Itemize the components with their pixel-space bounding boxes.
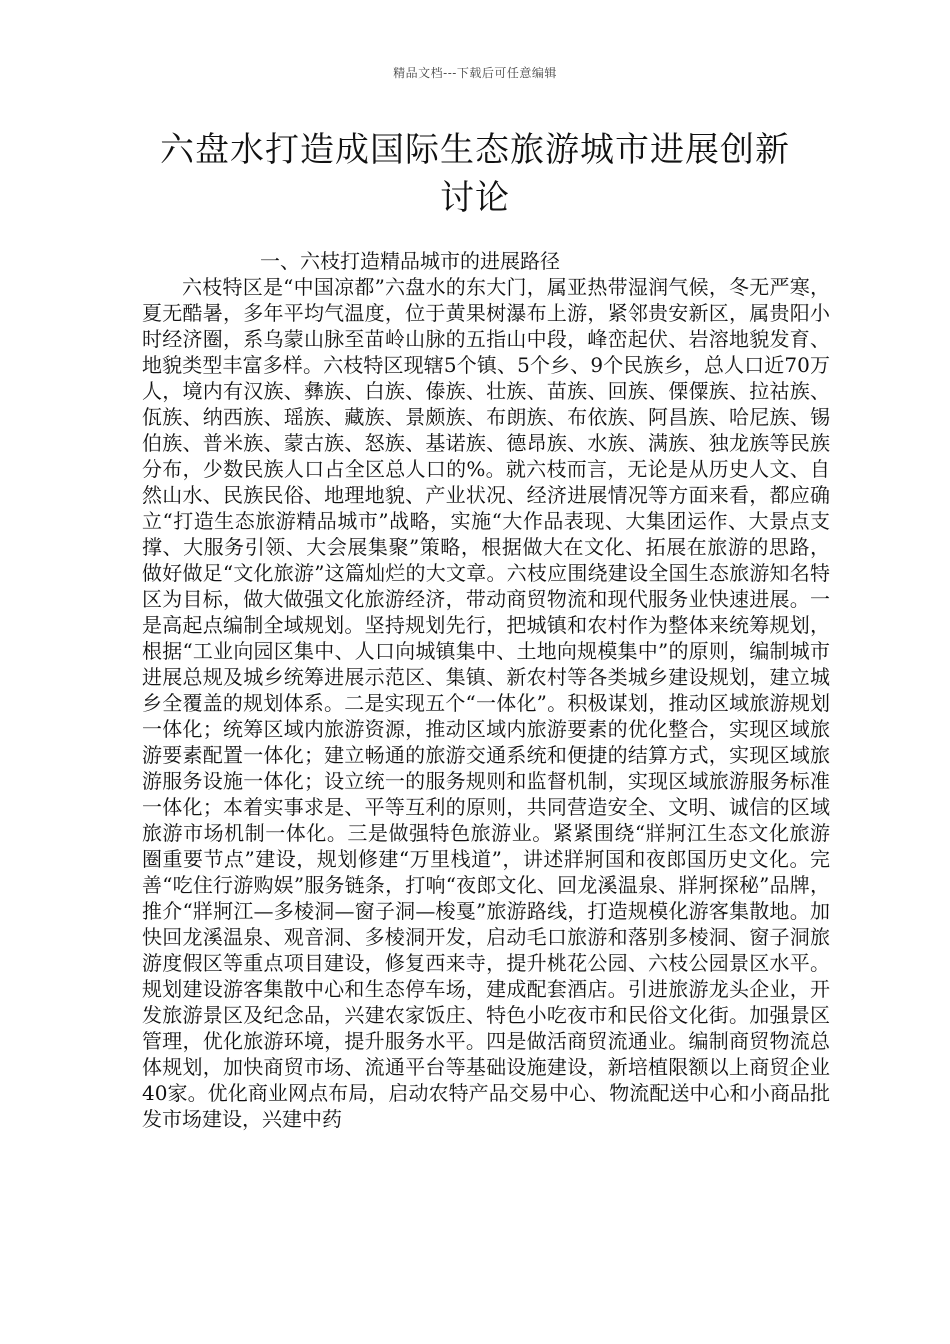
- header-note: 精品文档---下载后可任意编辑: [393, 66, 557, 80]
- body-paragraph: 六枝特区是“中国凉都”六盘水的东大门，属亚热带湿润气候，冬无严寒，夏无酷暑，多年平均气温度，位于黄果树瀑布上游，紧邻贵安新区，属贵阳小时经济圈，系乌蒙山脉至苗岭山脉的五指山中段，峰峦起伏、岩溶地貌发育、地貌类型丰富多样。六枝特区现辖5个镇、5个乡、9个民族乡，总人口近70万人，境内有汉族、彝族、白族、傣族、壮族、苗族、回族、傈僳族、拉祜族、佤族、纳西族、瑶族、藏族、景颇族、布朗族、布依族、阿昌族、哈尼族、锡伯族、普米族、蒙古族、怒族、基诺族、德昂族、水族、满族、独龙族等民族分布，少数民族人口占全区总人口的%。就六枝而言，无论是从历史人文、自然山水、民族民俗、地理地貌、产业状况、经济进展情况等方面来看，都应确立“打造生态旅游精品城市”战略，实施“大作品表现、大集团运作、大景点支撑、大服务引领、大会展集聚”策略，根据做大在文化、拓展在旅游的思路，做好做足“文化旅游”这篇灿烂的大文章。六枝应围绕建设全国生态旅游知名特区为目标，做大做强文化旅游经济，带动商贸物流和现代服务业快速进展。一是高起点编制全域规划。坚持规划先行，把城镇和农村作为整体来统筹规划，根据“工业向园区集中、人口向城镇集中、土地向规模集中”的原则，编制城市进展总规及城乡统筹进展示范区、集镇、新农村等各类城乡建设规划，建立城乡全覆盖的规划体系。二是实现五个“一体化”。积极谋划，推动区域旅游规划一体化；统筹区域内旅游资源，推动区域内旅游要素的优化整合，实现区域旅游要素配置一体化；建立畅通的旅游交通系统和便捷的结算方式，实现区域旅游服务设施一体化；设立统一的服务规则和监督机制，实现区域旅游服务标准一体化；本着实事求是、平等互利的原则，共同营造安全、文明、诚信的区域旅游市场机制一体化。三是做强特色旅游业。紧紧围绕“牂牁江生态文化旅游圈重要节点”建设，规划修建“万里栈道”，讲述牂牁国和夜郎国历史文化。完善“吃住行游购娱”服务链条，打响“夜郎文化、回龙溪温泉、牂牁探秘”品牌，推介“牂牁江—多棱洞—窗子洞—梭戛”旅游路线，打造规模化游客集散地。加快回龙溪温泉、观音洞、多棱洞开发，启动毛口旅游和落别多棱洞、窗子洞旅游度假区等重点项目建设，修复西来寺，提升桃花公园、六枝公园景区水平。规划建设游客集散中心和生态停车场，建成配套酒店。引进旅游龙头企业，开发旅游景区及纪念品，兴建农家饭庄、特色小吃夜市和民俗文化街。加强景区管理，优化旅游环境，提升服务水平。四是做活商贸流通业。编制商贸物流总体规划，加快商贸市场、流通平台等基础设施建设，新培植限额以上商贸企业40家。优化商业网点布局，启动农特产品交易中心、物流配送中心和小商品批发市场建设，兴建中药: [142, 275, 830, 1131]
- document-body: [142, 248, 830, 1132]
- section-heading: 一、六枝打造精品城市的进展路径: [260, 249, 560, 273]
- document-title: 六盘水打造成国际生态旅游城市进展创新讨论: [160, 130, 790, 218]
